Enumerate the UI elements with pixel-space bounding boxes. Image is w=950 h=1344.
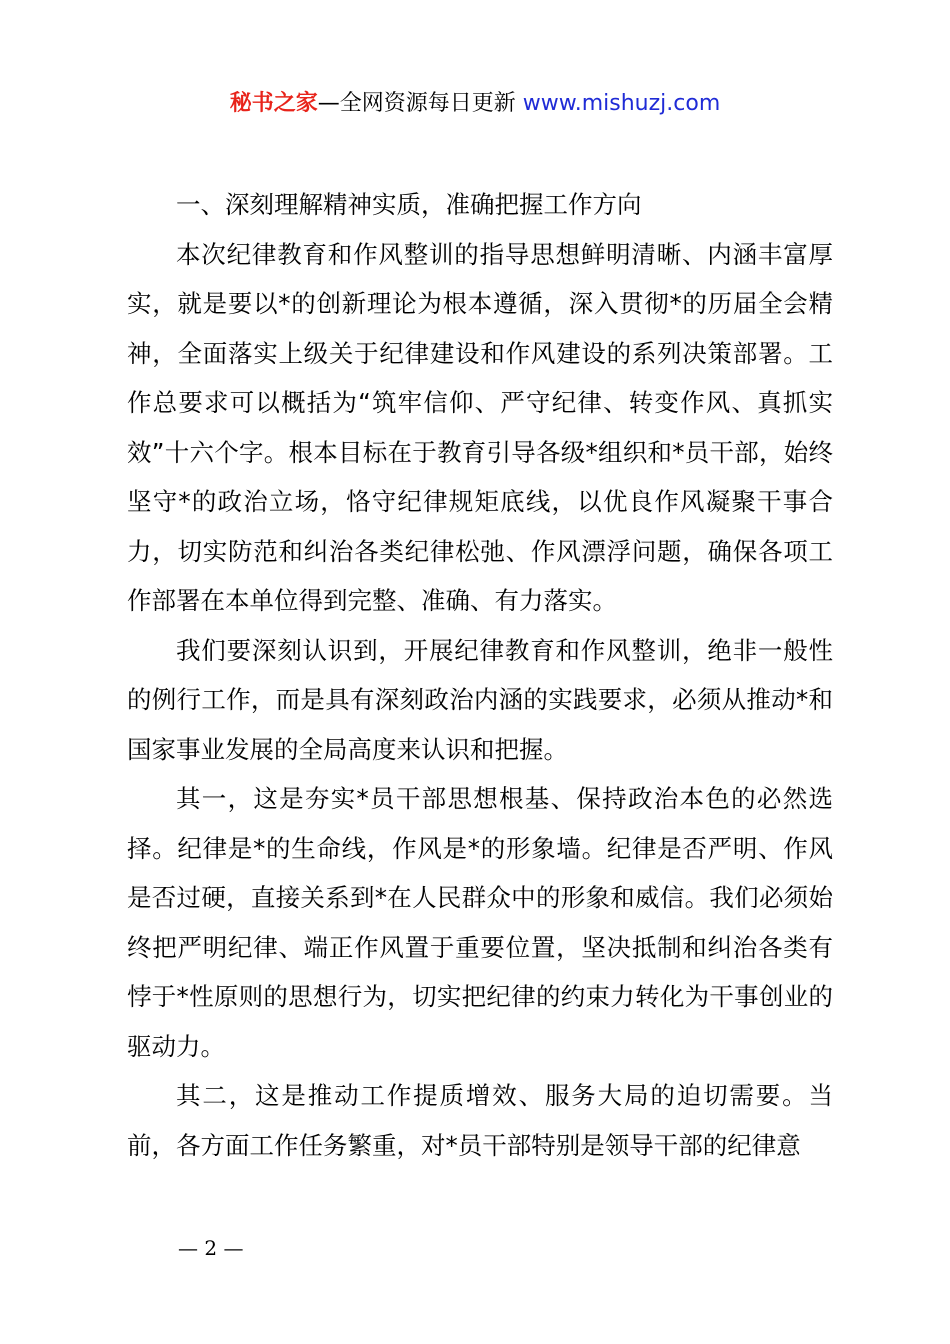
site-tagline: —全网资源每日更新 — [317, 91, 523, 116]
document-body — [127, 180, 833, 1170]
paragraph: 我们要深刻认识到，开展纪律教育和作风整训，绝非一般性的例行工作，而是具有深刻政治内涵的实践要求，必须从推动*和国家事业发展的全局高度来认识和把握。 — [127, 635, 833, 764]
paragraph: 其一，这是夯实*员干部思想根基、保持政治本色的必然选择。纪律是*的生命线，作风是*的形象墙。纪律是否严明、作风是否过硬，直接关系到*在人民群众中的形象和威信。我们必须始终把严明纪律、端正作风置于重要位置，坚决抵制和纠治各类有悖于*性原则的思想行为，切实把纪律的约束力转化为干事创业的驱动力。 — [127, 784, 833, 1061]
brand-name: 秘书之家 — [229, 91, 318, 116]
paragraph: 其二，这是推动工作提质增效、服务大局的迫切需要。当前，各方面工作任务繁重，对*员干部特别是领导干部的纪律意 — [127, 1081, 833, 1160]
section-heading: 一、深刻理解精神实质，准确把握工作方向 — [176, 190, 642, 219]
site-url-link[interactable]: www.mishuzj.com — [522, 91, 721, 116]
site-header — [0, 86, 950, 122]
page-number: — 2 — — [178, 1236, 244, 1260]
paragraph: 本次纪律教育和作风整训的指导思想鲜明清晰、内涵丰富厚实，就是要以*的创新理论为根本遵循，深入贯彻*的历届全会精神，全面落实上级关于纪律建设和作风建设的系列决策部署。工作总要求可以概括为“筑牢信仰、严守纪律、转变作风、真抓实效”十六个字。根本目标在于教育引导各级*组织和*员干部，始终坚守*的政治立场，恪守纪律规矩底线，以优良作风凝聚干事合力，切实防范和纠治各类纪律松弛、作风漂浮问题，确保各项工作部署在本单位得到完整、准确、有力落实。 — [127, 239, 833, 615]
